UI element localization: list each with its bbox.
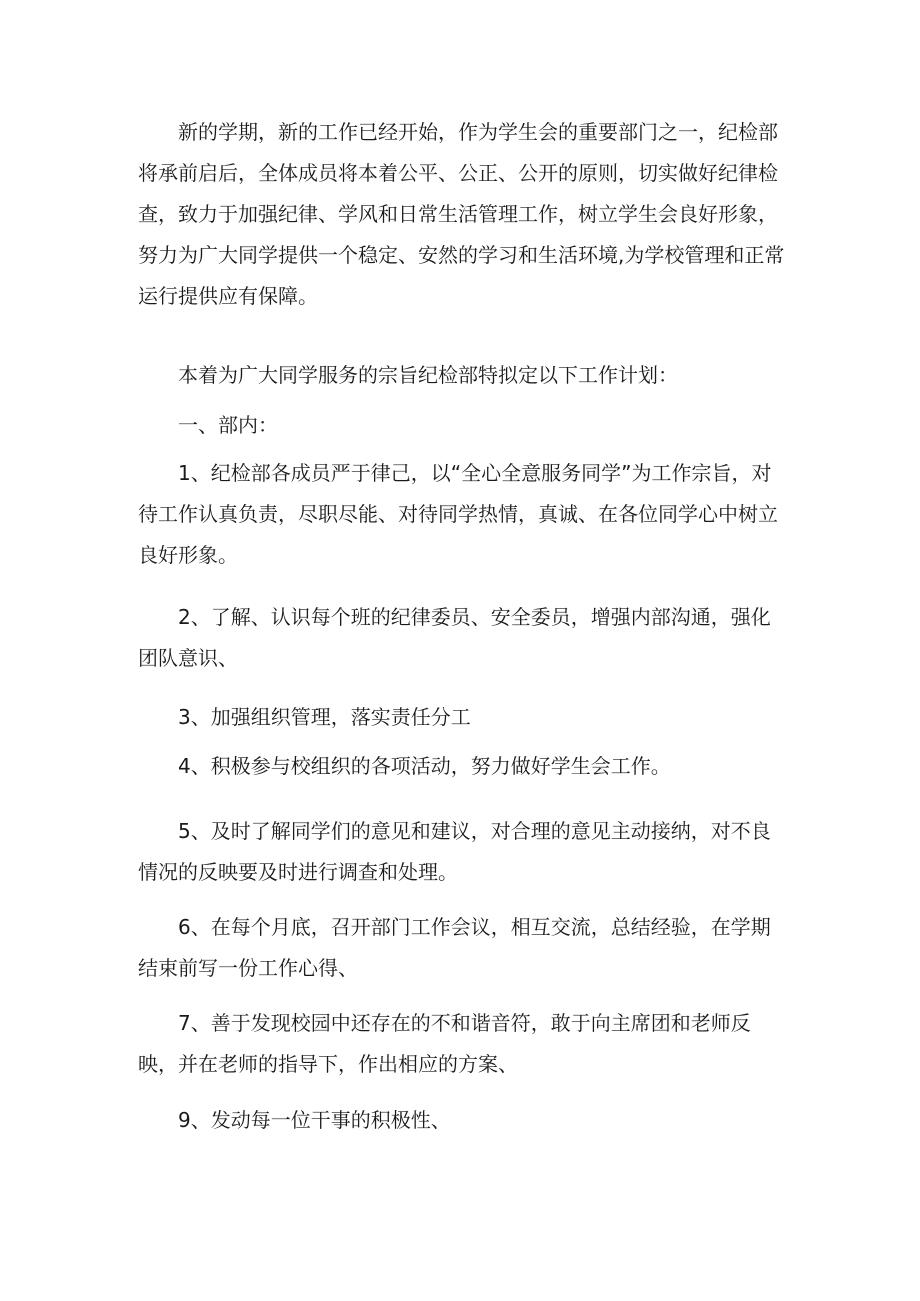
plan-item-2: 2、了解、认识每个班的纪律委员、安全委员，增强内部沟通，强化团队意识、 — [138, 605, 771, 670]
plan-item-1: 1、纪检部各成员严于律己，以“全心全意服务同学”为工作宗旨，对待工作认真负责，尽职尽能、对待同学热情，真诚、在各位同学心中树立良好形象。 — [138, 461, 778, 567]
plan-item-9: 9、发动每一位干事的积极性、 — [178, 1108, 451, 1132]
section-heading-internal: 一、部内： — [178, 413, 278, 437]
plan-item-7: 7、善于发现校园中还存在的不和谐音符，敢于向主席团和老师反映，并在老师的指导下，作出相应的方案、 — [138, 1011, 751, 1076]
plan-intro-paragraph: 本着为广大同学服务的宗旨纪检部特拟定以下工作计划： — [178, 363, 678, 387]
plan-item-6: 6、在每个月底，召开部门工作会议，相互交流，总结经验，在学期结束前写一份工作心得、 — [138, 915, 771, 980]
intro-paragraph: 新的学期，新的工作已经开始，作为学生会的重要部门之一，纪检部将承前启后，全体成员将本着公平、公正、公开的原则，切实做好纪律检查，致力于加强纪律、学风和日常生活管理工作，树立学生会良好形象，努力为广大同学提供一个稳定、安然的学习和生活环境,为学校管理和正常运行提供应有保障。 — [138, 120, 785, 308]
plan-item-4: 4、积极参与校组织的各项活动，努力做好学生会工作。 — [178, 754, 671, 778]
plan-item-3: 3、加强组织管理，落实责任分工 — [178, 705, 471, 729]
plan-item-5: 5、及时了解同学们的意见和建议，对合理的意见主动接纳，对不良情况的反映要及时进行调查和处理。 — [138, 819, 771, 884]
